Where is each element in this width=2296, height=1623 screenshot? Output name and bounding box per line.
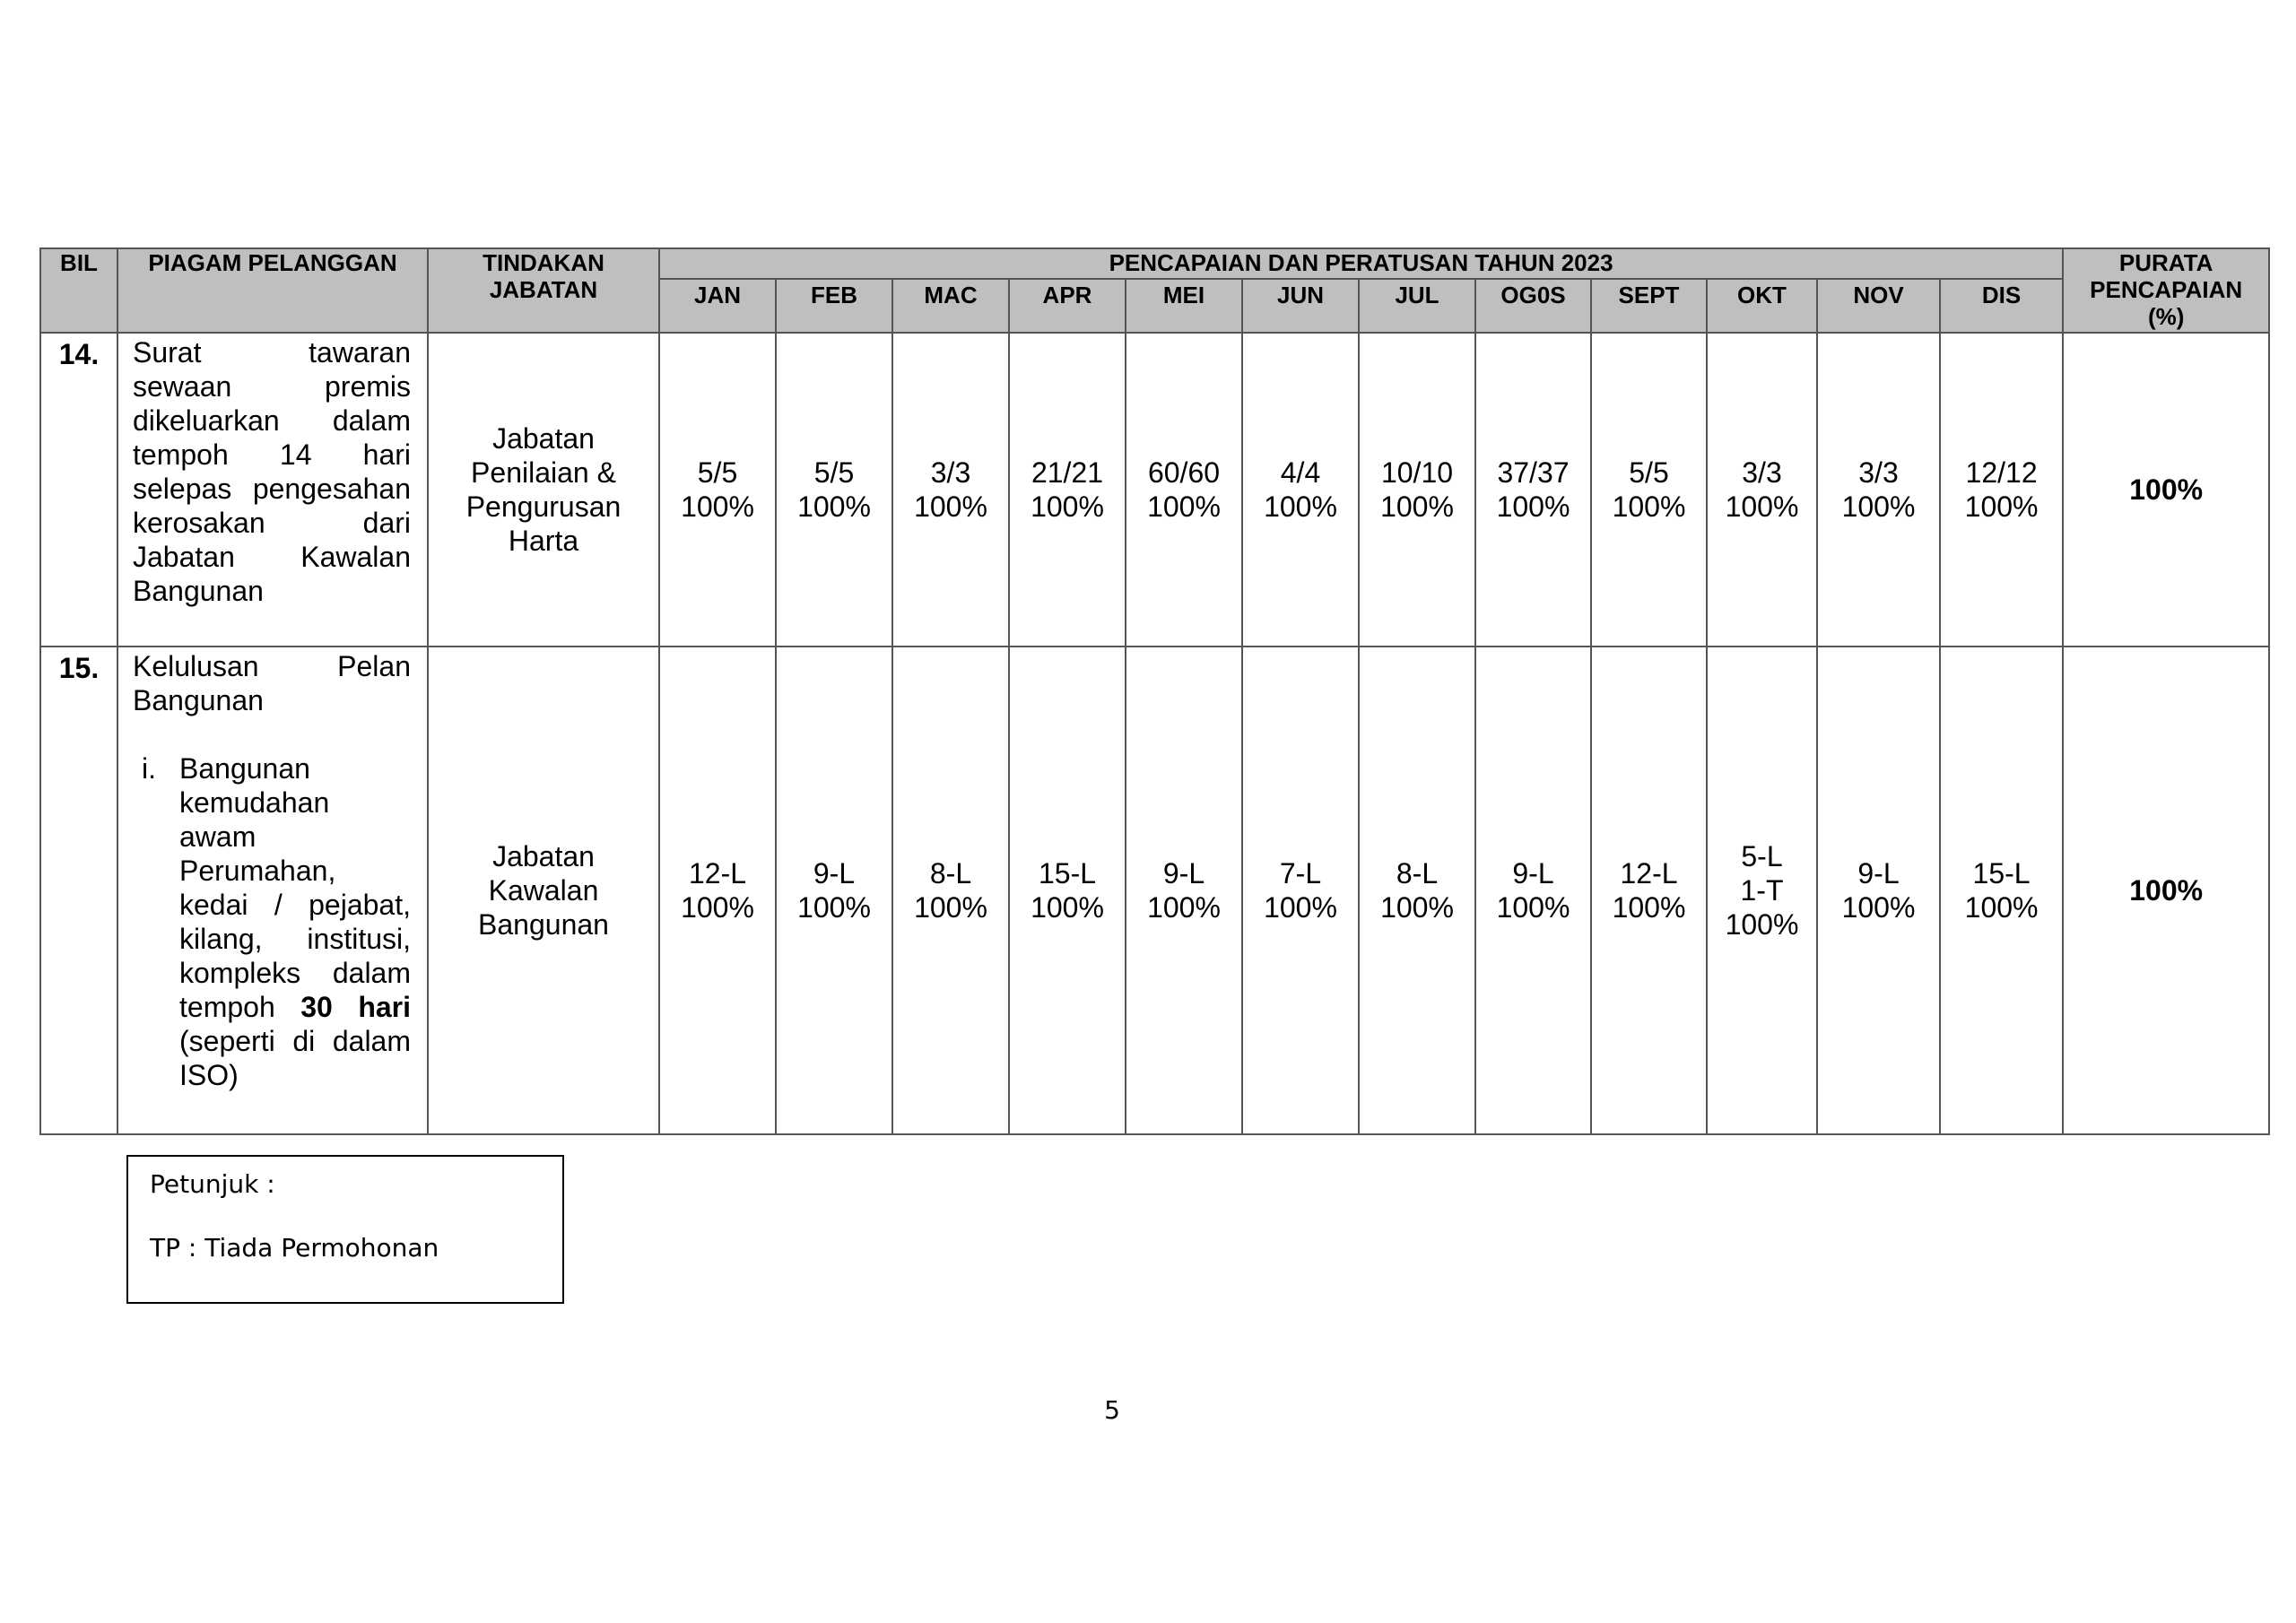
month-value: 100% bbox=[1964, 490, 2039, 523]
month-value: 100% bbox=[1031, 891, 1104, 924]
achievement-table-container bbox=[39, 247, 2264, 1135]
sub-item-text-before: Bangunan kemudahan awam Perumahan, kedai / pejabat, kilang, institusi, kompleks dalam tempoh bbox=[179, 752, 411, 1023]
month-value: 7-L bbox=[1279, 857, 1322, 890]
month-value: 15-L bbox=[1038, 857, 1097, 890]
month-value: 100% bbox=[1264, 891, 1337, 924]
month-cell-nov bbox=[1817, 647, 1940, 1134]
header-pencapaian-group: PENCAPAIAN DAN PERATUSAN TAHUN 2023 bbox=[659, 248, 2063, 279]
month-value: 3/3 bbox=[1858, 456, 1899, 489]
month-value: 15-L bbox=[1972, 857, 2031, 890]
row-purata: 100% bbox=[2063, 333, 2269, 647]
header-row-1 bbox=[40, 248, 2269, 279]
month-value: 5/5 bbox=[813, 456, 855, 489]
sub-item-text-after: (seperti di dalam ISO) bbox=[179, 1025, 411, 1091]
header-month-jun: JUN bbox=[1242, 279, 1359, 333]
legend-title: Petunjuk : bbox=[150, 1169, 275, 1199]
header-month-jan: JAN bbox=[659, 279, 776, 333]
month-cell-nov bbox=[1817, 333, 1940, 647]
header-tindakan: TINDAKAN JABATAN bbox=[428, 248, 659, 333]
month-value: 21/21 bbox=[1031, 456, 1104, 489]
month-cell-mei bbox=[1126, 333, 1242, 647]
table-row bbox=[40, 333, 2269, 647]
header-bil: BIL bbox=[40, 248, 117, 333]
month-value: 9-L bbox=[1162, 857, 1205, 890]
month-value: 100% bbox=[1380, 490, 1454, 523]
month-value: 8-L bbox=[929, 857, 972, 890]
month-value: 100% bbox=[1147, 891, 1221, 924]
month-cell-mac bbox=[892, 333, 1009, 647]
sub-item-text-bold: 30 hari bbox=[300, 991, 412, 1023]
month-value: 10/10 bbox=[1380, 456, 1454, 489]
table-row bbox=[40, 647, 2269, 1134]
month-value: 100% bbox=[1612, 891, 1686, 924]
header-month-jul: JUL bbox=[1359, 279, 1475, 333]
month-cell-jan bbox=[659, 333, 776, 647]
sub-item-number: i. bbox=[142, 752, 156, 785]
month-cell-jun bbox=[1242, 333, 1359, 647]
header-month-okt: OKT bbox=[1707, 279, 1817, 333]
month-value: 100% bbox=[1031, 490, 1104, 523]
achievement-table bbox=[39, 247, 2270, 1135]
month-cell-jan bbox=[659, 647, 776, 1134]
page-number: 5 bbox=[1104, 1395, 1120, 1425]
month-cell-mei bbox=[1126, 647, 1242, 1134]
month-value: 100% bbox=[1264, 490, 1337, 523]
month-value: 100% bbox=[914, 891, 987, 924]
month-cell-jul bbox=[1359, 333, 1475, 647]
month-value: 4/4 bbox=[1280, 456, 1321, 489]
month-value: 100% bbox=[1841, 891, 1916, 924]
row-piagam bbox=[117, 647, 428, 1134]
row-piagam bbox=[117, 333, 428, 647]
header-piagam: PIAGAM PELANGGAN bbox=[117, 248, 428, 333]
row-bil: 14. bbox=[40, 333, 117, 647]
month-value: 9-L bbox=[1857, 857, 1900, 890]
month-value: 100% bbox=[1964, 891, 2039, 924]
month-value: 100% bbox=[1496, 891, 1570, 924]
month-value: 100% bbox=[1380, 891, 1454, 924]
month-value: 60/60 bbox=[1147, 456, 1221, 489]
header-month-apr: APR bbox=[1009, 279, 1126, 333]
month-cell-og0s bbox=[1475, 647, 1591, 1134]
piagam-text: Surat tawaran sewaan premis dikeluarkan dalam tempoh 14 hari selepas pengesahan kerosakan dari Jabatan Kawalan Bangunan bbox=[133, 336, 411, 607]
sub-item-text bbox=[179, 751, 411, 1092]
month-cell-okt bbox=[1707, 647, 1817, 1134]
month-value: 9-L bbox=[1512, 857, 1554, 890]
month-value: 3/3 bbox=[1742, 456, 1782, 489]
month-cell-feb bbox=[776, 333, 892, 647]
header-month-og0s: OG0S bbox=[1475, 279, 1591, 333]
month-value: 12/12 bbox=[1965, 456, 2038, 489]
month-value: 100% bbox=[1841, 490, 1916, 523]
row-tindakan: Jabatan Kawalan Bangunan bbox=[428, 647, 659, 1134]
legend-box bbox=[126, 1155, 564, 1304]
month-value: 12-L bbox=[688, 857, 747, 890]
month-cell-sept bbox=[1591, 647, 1707, 1134]
month-value: 100% bbox=[1725, 908, 1799, 941]
month-cell-okt bbox=[1707, 333, 1817, 647]
month-value: 100% bbox=[797, 891, 871, 924]
month-value: 100% bbox=[681, 891, 754, 924]
month-cell-mac bbox=[892, 647, 1009, 1134]
month-value: 100% bbox=[1725, 490, 1799, 523]
month-cell-feb bbox=[776, 647, 892, 1134]
month-value: 5/5 bbox=[1629, 456, 1669, 489]
header-month-mei: MEI bbox=[1126, 279, 1242, 333]
month-value: 37/37 bbox=[1497, 456, 1570, 489]
header-month-nov: NOV bbox=[1817, 279, 1940, 333]
month-value: 1-T bbox=[1740, 874, 1784, 907]
month-value: 12-L bbox=[1620, 857, 1678, 890]
month-value: 100% bbox=[1147, 490, 1221, 523]
header-month-dis: DIS bbox=[1940, 279, 2063, 333]
month-value: 3/3 bbox=[930, 456, 971, 489]
header-purata: PURATA PENCAPAIAN (%) bbox=[2063, 248, 2269, 333]
legend-item: TP : Tiada Permohonan bbox=[150, 1233, 439, 1263]
row-purata: 100% bbox=[2063, 647, 2269, 1134]
month-cell-jun bbox=[1242, 647, 1359, 1134]
month-value: 8-L bbox=[1396, 857, 1439, 890]
month-value: 100% bbox=[797, 490, 871, 523]
month-cell-sept bbox=[1591, 333, 1707, 647]
month-value: 100% bbox=[1612, 490, 1686, 523]
month-cell-dis bbox=[1940, 333, 2063, 647]
month-cell-apr bbox=[1009, 647, 1126, 1134]
month-value: 5/5 bbox=[697, 456, 738, 489]
header-month-sept: SEPT bbox=[1591, 279, 1707, 333]
piagam-sub-item bbox=[133, 751, 411, 1092]
month-value: 100% bbox=[1496, 490, 1570, 523]
row-tindakan: Jabatan Penilaian & Pengurusan Harta bbox=[428, 333, 659, 647]
month-value: 9-L bbox=[813, 857, 856, 890]
month-value: 100% bbox=[914, 490, 987, 523]
piagam-text: Kelulusan Pelan Bangunan bbox=[133, 650, 411, 716]
month-value: 5-L bbox=[1741, 840, 1783, 872]
row-bil: 15. bbox=[40, 647, 117, 1134]
header-month-mac: MAC bbox=[892, 279, 1009, 333]
month-cell-og0s bbox=[1475, 333, 1591, 647]
header-month-feb: FEB bbox=[776, 279, 892, 333]
table-body bbox=[40, 333, 2269, 1134]
month-value: 100% bbox=[681, 490, 754, 523]
month-cell-dis bbox=[1940, 647, 2063, 1134]
month-cell-apr bbox=[1009, 333, 1126, 647]
month-cell-jul bbox=[1359, 647, 1475, 1134]
